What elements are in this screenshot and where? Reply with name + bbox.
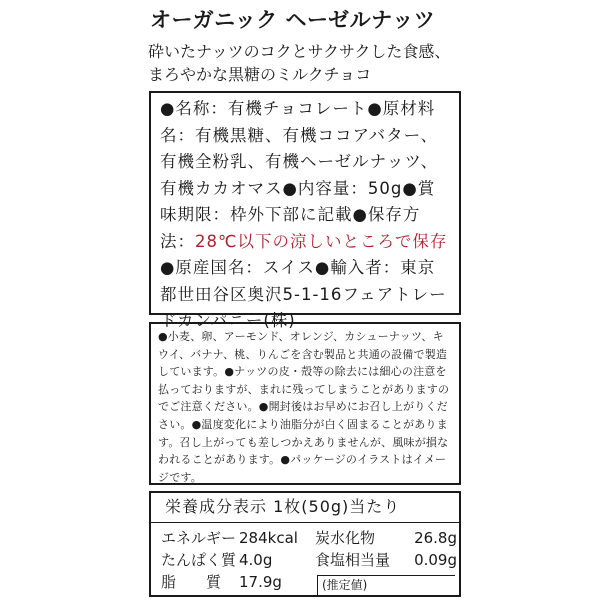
nutrient-label: 脂 質: [161, 573, 222, 591]
product-title: オーガニック ヘーゼルナッツ: [150, 8, 436, 32]
nutrient-label: たんぱく質: [161, 551, 237, 569]
nutrient-label: エネルギー: [161, 529, 237, 547]
ingredients-label-box: [149, 91, 461, 330]
nutrient-value: 284kcal: [239, 529, 298, 547]
nutrient-value: 17.9g: [239, 573, 282, 591]
estimate-note: (推定値): [317, 575, 455, 595]
nutrient-label: 炭水化物: [315, 529, 376, 547]
nutrition-header: 栄養成分表示 1枚(50g)当たり: [151, 493, 459, 523]
nutrient-value: 26.8g: [414, 529, 457, 547]
allergen-notes-text: ●小麦、卵、アーモンド、オレンジ、カシューナッツ、キウイ、バナナ、桃、りんごを含む製品と共通の設備で製造しています。●ナッツの皮・殻等の除去には細心の注意を払っておりますが、まれに残ってしまうことがありますのでご注意ください。●開封後はお早めにお召し上がりください。●温度変化により油脂分が白く固まることがあります。召し上がっても差しつかえありませんが、風味が損なわれることがあります。●パッケージのイラストはイメージです。: [158, 330, 450, 484]
tagline-line: まろやかな黒糖のミルクチョコ: [148, 65, 372, 84]
nutrition-row: [161, 527, 457, 549]
label-origin-importer: ●原産国名：スイス●輸入者：東京都世田谷区奥沢5-1-16フェアトレードカンパニー(株): [160, 258, 447, 330]
nutrient-label: 食塩相当量: [315, 551, 391, 569]
nutrition-facts-box: [149, 491, 461, 597]
ingredients-label-text: [160, 96, 452, 335]
product-tagline: [148, 40, 598, 86]
nutrient-value: 0.09g: [414, 551, 457, 569]
nutrient-value: 4.0g: [239, 551, 273, 569]
nutrition-row: [161, 549, 457, 571]
label-main-text: ●名称：有機チョコレート●原材料名：有機黒糖、有機ココアバター、有機全粉乳、有機ヘーゼルナッツ、有機カカオマス●内容量：50g●賞味期限：枠外下部に記載●保存方法：: [160, 99, 439, 251]
tagline-line: 砕いたナッツのコクとサクサクした食感、: [148, 42, 451, 61]
storage-instruction: 28℃以下の涼しいところで保存: [195, 231, 448, 251]
allergen-notes-box: [149, 322, 461, 485]
